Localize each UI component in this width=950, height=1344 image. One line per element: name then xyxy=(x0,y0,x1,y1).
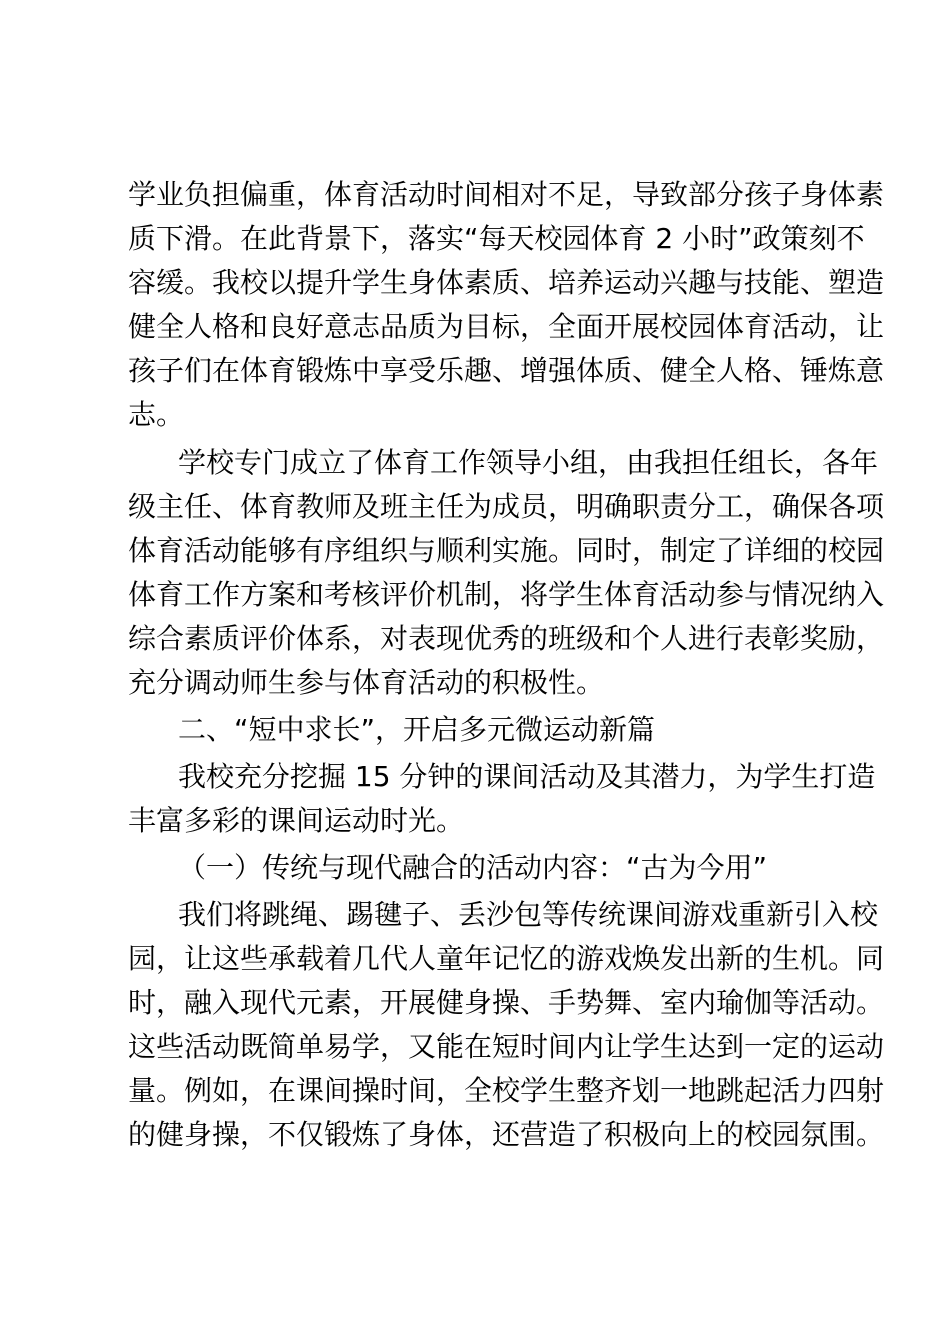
paragraph-1-line-6: 志。 xyxy=(128,398,185,431)
paragraph-2-line-2: 级主任、体育教师及班主任为成员，明确职责分工，确保各项 xyxy=(128,490,885,523)
paragraph-4-line-4: 这些活动既简单易学，又能在短时间内让学生达到一定的运动 xyxy=(128,1030,885,1063)
paragraph-2-line-3: 体育活动能够有序组织与顺利实施。同时，制定了详细的校园 xyxy=(128,534,885,567)
section-heading-2: 二、“短中求长”，开启多元微运动新篇 xyxy=(178,713,656,746)
paragraph-4-line-5: 量。例如，在课间操时间，全校学生整齐划一地跳起活力四射 xyxy=(128,1074,885,1107)
paragraph-2-line-4: 体育工作方案和考核评价机制，将学生体育活动参与情况纳入 xyxy=(128,578,885,611)
paragraph-1-line-4: 健全人格和良好意志品质为目标，全面开展校园体育活动，让 xyxy=(128,310,885,343)
paragraph-4-line-2: 园，让这些承载着几代人童年记忆的游戏焕发出新的生机。同 xyxy=(128,942,885,975)
paragraph-1-line-3: 容缓。我校以提升学生身体素质、培养运动兴趣与技能、塑造 xyxy=(128,266,885,299)
paragraph-4-line-3: 时，融入现代元素，开展健身操、手势舞、室内瑜伽等活动。 xyxy=(128,986,885,1019)
paragraph-1-line-2: 质下滑。在此背景下，落实“每天校园体育 2 小时”政策刻不 xyxy=(128,222,865,255)
paragraph-3-line-2: 丰富多彩的课间运动时光。 xyxy=(128,804,465,837)
paragraph-3-line-1: 我校充分挖掘 15 分钟的课间活动及其潜力，为学生打造 xyxy=(178,760,876,793)
subsection-heading-1: （一）传统与现代融合的活动内容：“古为今用” xyxy=(178,851,768,884)
paragraph-2-line-5: 综合素质评价体系，对表现优秀的班级和个人进行表彰奖励， xyxy=(128,622,885,655)
paragraph-2-line-6: 充分调动师生参与体育活动的积极性。 xyxy=(128,666,605,699)
paragraph-4-line-1: 我们将跳绳、踢毽子、丢沙包等传统课间游戏重新引入校 xyxy=(178,898,879,931)
paragraph-1-line-1: 学业负担偏重，体育活动时间相对不足，导致部分孩子身体素 xyxy=(128,178,885,211)
paragraph-4-line-6: 的健身操，不仅锻炼了身体，还营造了积极向上的校园氛围。 xyxy=(128,1118,885,1151)
paragraph-2-line-1: 学校专门成立了体育工作领导小组，由我担任组长，各年 xyxy=(178,446,879,479)
paragraph-1-line-5: 孩子们在体育锻炼中享受乐趣、增强体质、健全人格、锤炼意 xyxy=(128,354,885,387)
